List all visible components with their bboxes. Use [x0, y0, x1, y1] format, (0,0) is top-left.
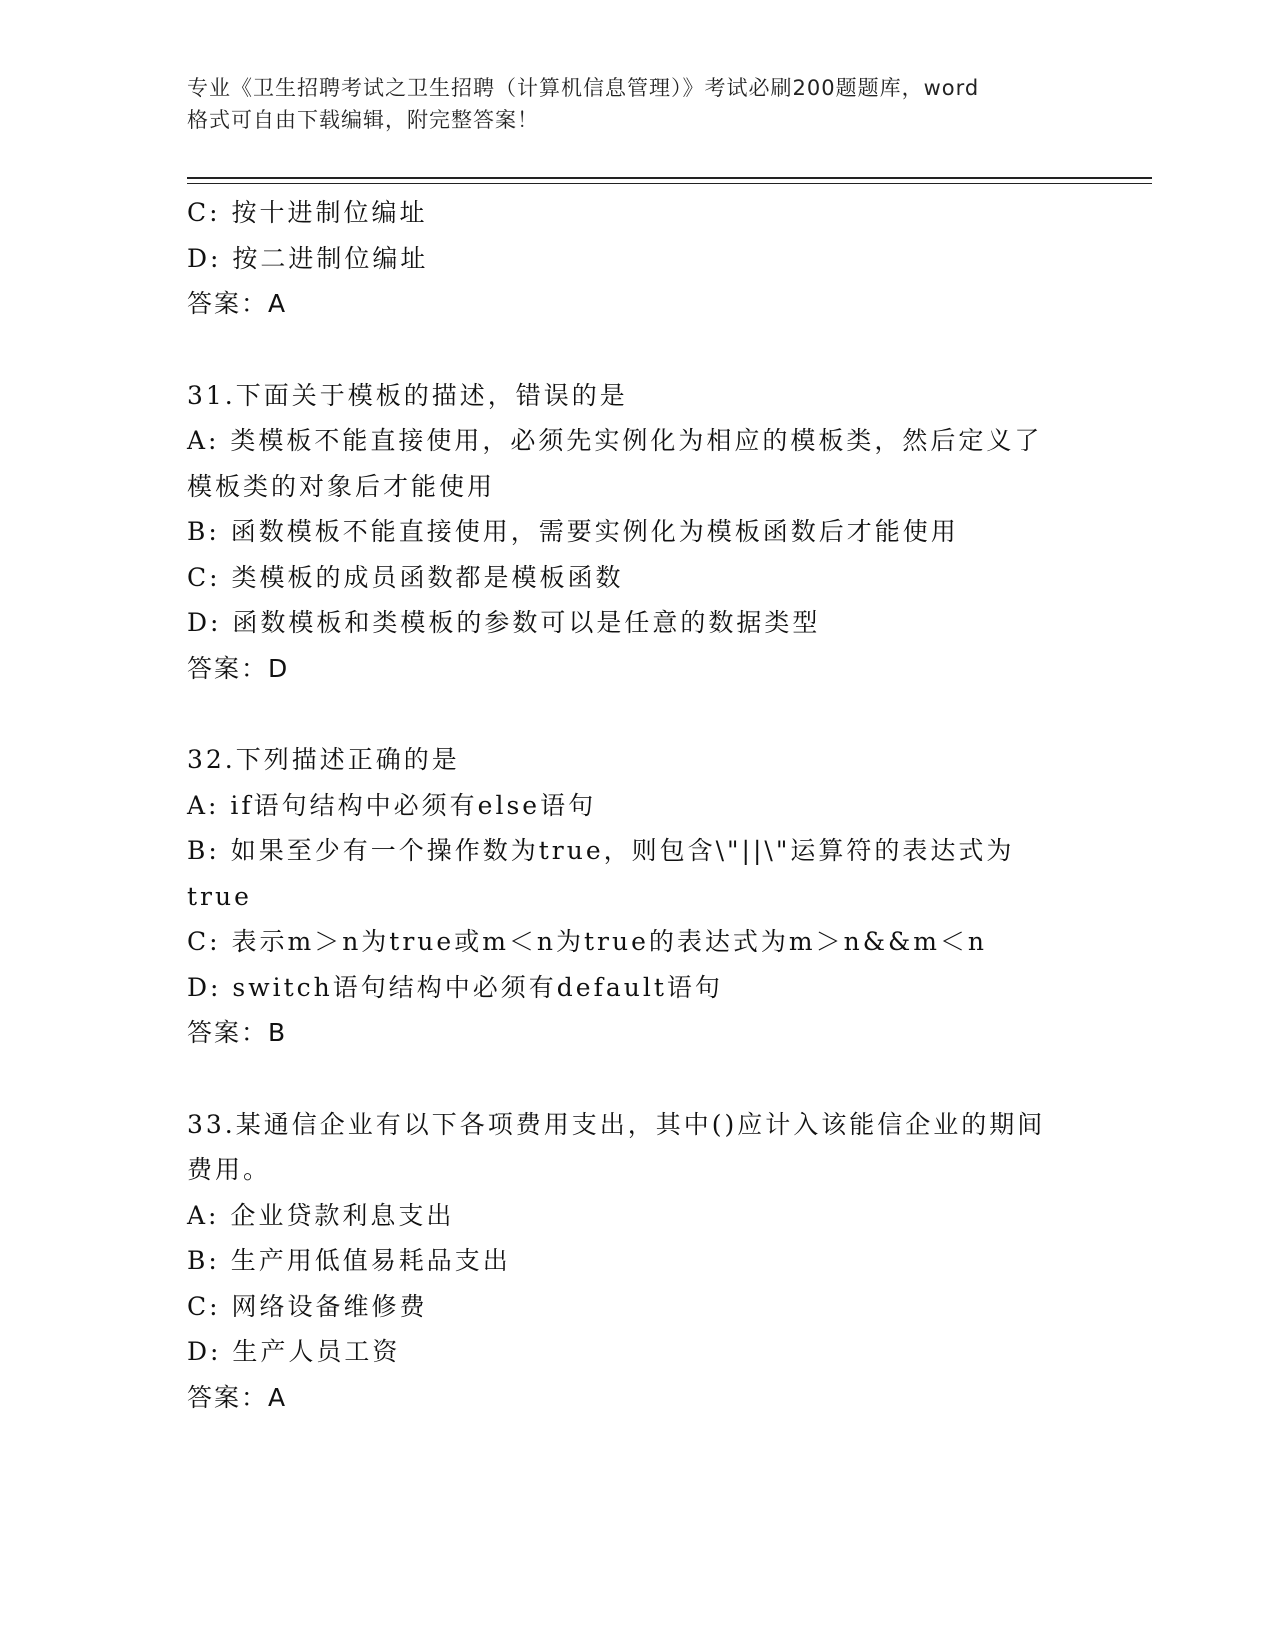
answer-line: 答案：B — [187, 1018, 288, 1047]
option-b: B: 生产用低值易耗品支出 — [187, 1246, 511, 1275]
option-c: C: 网络设备维修费 — [187, 1291, 428, 1321]
answer-line: 答案：A — [187, 289, 288, 318]
spacer — [187, 327, 1087, 373]
question-stem: 32.下列描述正确的是 — [187, 745, 460, 774]
spacer — [187, 1056, 1087, 1102]
option-a: A: 类模板不能直接使用，必须先实例化为相应的模板类，然后定义了 — [187, 426, 1043, 455]
option-a-continued: 模板类的对象后才能使用 — [187, 471, 496, 501]
option-c: C: 按十进制位编址 — [187, 198, 428, 227]
option-d: D: 生产人员工资 — [187, 1337, 401, 1366]
option-a: A: 企业贷款利息支出 — [187, 1200, 455, 1230]
answer-line: 答案：A — [187, 1382, 288, 1412]
question-31 — [187, 373, 1087, 692]
option-d: D: 函数模板和类模板的参数可以是任意的数据类型 — [187, 608, 821, 637]
option-d: D: 按二进制位编址 — [187, 243, 429, 273]
option-a: A: if语句结构中必须有else语句 — [187, 790, 597, 820]
header-divider-thin — [187, 183, 1152, 184]
document-header — [187, 72, 1087, 136]
question-stem: 31.下面关于模板的描述，错误的是 — [187, 380, 628, 410]
option-b: B: 函数模板不能直接使用，需要实例化为模板函数后才能使用 — [187, 517, 959, 546]
header-line-2: 格式可自由下载编辑，附完整答案！ — [187, 108, 539, 132]
option-d: D: switch语句结构中必须有default语句 — [187, 972, 723, 1002]
question-stem-continued: 费用。 — [187, 1155, 272, 1184]
header-divider-thick — [187, 177, 1152, 179]
question-33 — [187, 1102, 1087, 1421]
question-stem: 33.某通信企业有以下各项费用支出，其中()应计入该能信企业的期间 — [187, 1109, 1046, 1139]
answer-line: 答案：D — [187, 653, 290, 683]
question-content — [187, 190, 1087, 1420]
previous-question-tail — [187, 190, 1087, 327]
option-c: C: 表示m＞n为true或m＜n为true的表达式为m＞n&&m＜n — [187, 927, 988, 956]
header-line-1: 专业《卫生招聘考试之卫生招聘（计算机信息管理）》考试必刷200题题库，word — [187, 76, 980, 100]
option-c: C: 类模板的成员函数都是模板函数 — [187, 562, 624, 592]
spacer — [187, 691, 1087, 737]
question-32 — [187, 737, 1087, 1056]
option-b-continued: true — [187, 881, 252, 911]
option-b: B: 如果至少有一个操作数为true，则包含\"||\"运算符的表达式为 — [187, 836, 1015, 865]
